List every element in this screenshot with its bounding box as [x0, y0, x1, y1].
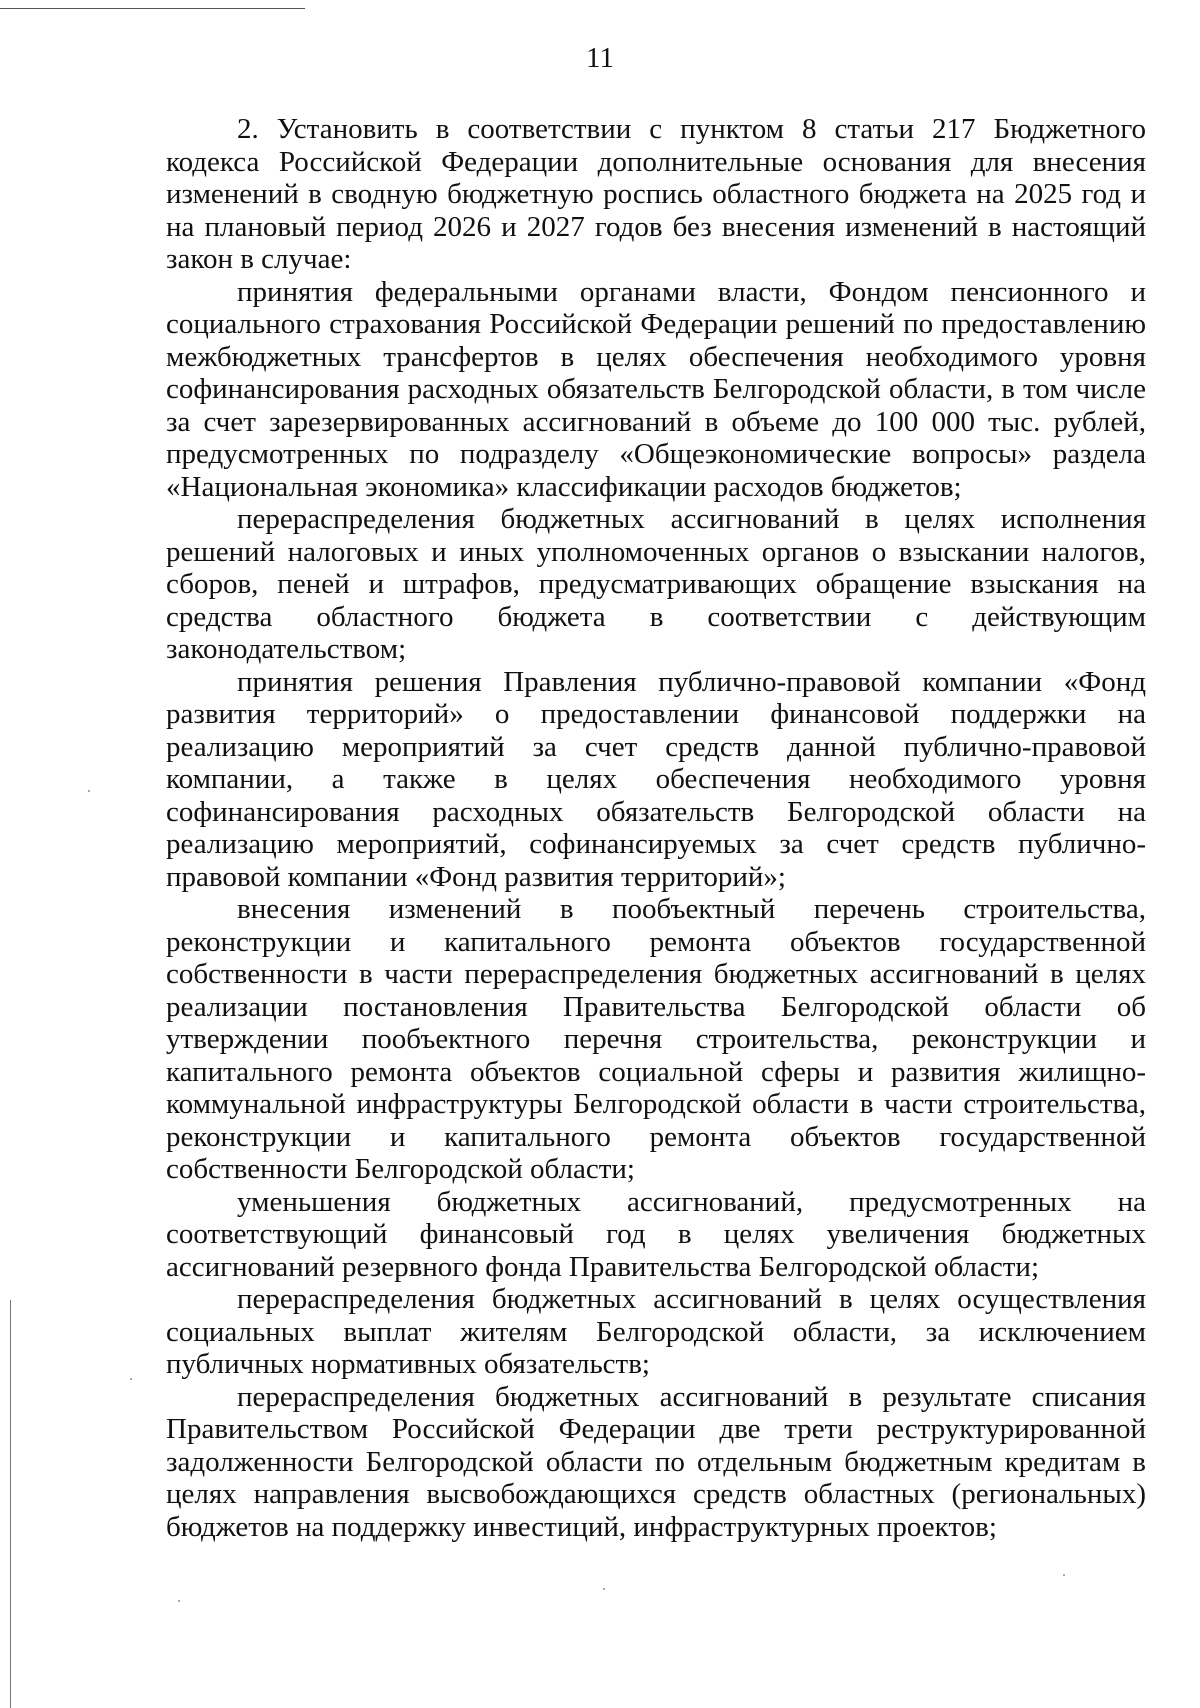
scan-speck [130, 1378, 132, 1380]
document-body [166, 113, 1146, 1543]
page-number: 11 [586, 42, 614, 74]
scan-speck [178, 1600, 180, 1602]
paragraph-territory-fund: принятия решения Правления публично-правовой компании «Фонд развития территорий» о предоставлении финансовой поддержки на реализацию мероприятий за счет средств данной публично-правовой компании, а также в целях обеспечения необходимого уровня софинансирования расходных обязательств Белгородской области на реализацию мероприятий, софинансируемых за счет средств публично-правовой компании «Фонд развития территорий»; [166, 665, 1146, 893]
paragraph-social-payments: перераспределения бюджетных ассигнований в целях осуществления социальных выплат жителям Белгородской области, за исключением публичных нормативных обязательств; [166, 1283, 1146, 1380]
paragraph-tax-enforcement: перераспределения бюджетных ассигнований в целях исполнения решений налоговых и иных уполномоченных органов о взыскании налогов, сборов, пеней и штрафов, предусматривающих обращение взыскания на средства областного бюджета в соответствии с действующим законодательством; [166, 503, 1146, 665]
paragraph-construction-list: внесения изменений в пообъектный перечень строительства, реконструкции и капитального ремонта объектов государственной собственности в части перераспределения бюджетных ассигнований в целях реализации постановления Правительства Белгородской области об утверждении пообъектного перечня строительства, реконструкции и капитального ремонта объектов социальной сферы и развития жилищно-коммунальной инфраструктуры Белгородской области в части строительства, реконструкции и капитального ремонта объектов государственной собственности Белгородской области; [166, 893, 1146, 1185]
paragraph-debt-writeoff: перераспределения бюджетных ассигнований в результате списания Правительством Российской Федерации две трети реструктурированной задолженности Белгородской области по отдельным бюджетным кредитам в целях направления высвобождающихся средств областных (региональных) бюджетов на поддержку инвестиций, инфраструктурных проектов; [166, 1380, 1146, 1543]
paragraph-reserve-fund: уменьшения бюджетных ассигнований, предусмотренных на соответствующий финансовый год в целях увеличения бюджетных ассигнований резервного фонда Правительства Белгородской области; [166, 1185, 1146, 1283]
scan-speck [603, 1588, 605, 1590]
paragraph-federal-transfers: принятия федеральными органами власти, Фондом пенсионного и социального страхования Российской Федерации решений по предоставлению межбюджетных трансфертов в целях обеспечения необходимого уровня софинансирования расходных обязательств Белгородской области, в том числе за счет зарезервированных ассигнований в объеме до 100 000 тыс. рублей, предусмотренных по подразделу «Общеэкономические вопросы» раздела «Национальная экономика» классификации расходов бюджетов; [166, 275, 1146, 503]
scan-speck [1063, 1574, 1065, 1576]
scan-speck [88, 790, 90, 792]
scan-artifact-line-left [10, 1300, 11, 1708]
paragraph-item-2: 2. Установить в соответствии с пунктом 8 статьи 217 Бюджетного кодекса Российской Федерации дополнительные основания для внесения изменений в сводную бюджетную роспись областного бюджета на 2025 год и на плановый период 2026 и 2027 годов без внесения изменений в настоящий закон в случае: [166, 113, 1146, 275]
scan-artifact-line-top [0, 8, 305, 9]
